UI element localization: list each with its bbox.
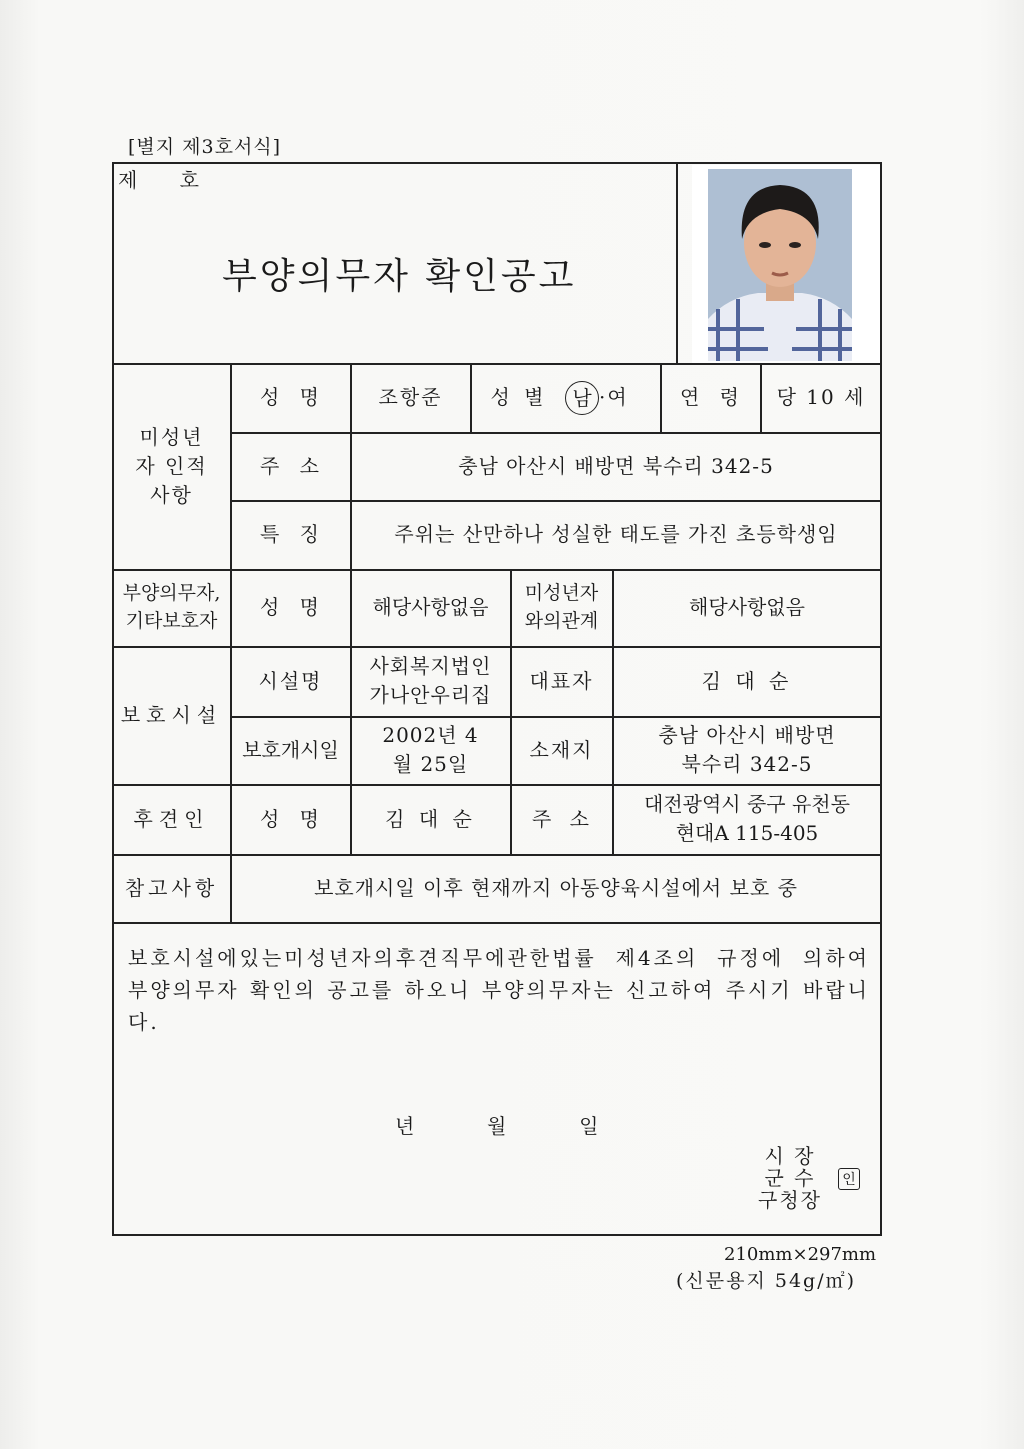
date-line bbox=[395, 1110, 598, 1139]
date-month: 월 bbox=[487, 1114, 507, 1138]
facility-rep-value: 김 대 순 bbox=[701, 668, 793, 693]
child-portrait-image bbox=[708, 169, 852, 361]
guardian-section-label: 부양의무자, 기타보호자 bbox=[122, 581, 221, 632]
photo-divider bbox=[676, 163, 678, 363]
child-photo bbox=[708, 169, 852, 361]
custodian-name-value: 김 대 순 bbox=[385, 806, 476, 831]
photo-frame bbox=[692, 165, 880, 365]
signer-county: 군 수 bbox=[764, 1166, 816, 1190]
facility-name-label: 시설명 bbox=[258, 668, 323, 693]
page-title: 부양의무자 확인공고 bbox=[222, 256, 577, 297]
custodian-address-value: 대전광역시 중구 유천동 현대A 115-405 bbox=[644, 792, 850, 845]
minor-address-label: 주 소 bbox=[260, 453, 321, 478]
document-number-label: 제 호 bbox=[118, 168, 199, 192]
minor-sex-value bbox=[565, 363, 660, 432]
minor-name-label: 성 명 bbox=[260, 385, 321, 409]
minor-age-label: 연 령 bbox=[680, 385, 741, 409]
custodian-name-label: 성 명 bbox=[260, 806, 321, 831]
signer-block bbox=[758, 1145, 822, 1211]
custodian-section-label: 후견인 bbox=[133, 806, 210, 831]
minor-age-value: 당 10 세 bbox=[776, 385, 866, 409]
custodian-address-label: 주 소 bbox=[532, 806, 591, 831]
sex-male-circled: 남 bbox=[565, 381, 599, 415]
guardian-relation-value: 해당사항없음 bbox=[689, 595, 805, 619]
minor-address-value: 충남 아산시 배방면 북수리 342-5 bbox=[458, 453, 774, 478]
paper-size: 210mm×297mm bbox=[724, 1244, 877, 1265]
facility-start-value: 2002년 4월 25일 bbox=[382, 723, 479, 776]
row-line bbox=[113, 922, 881, 924]
minor-sex-label: 성 별 bbox=[490, 385, 546, 409]
facility-location-value: 충남 아산시 배방면 북수리 342-5 bbox=[658, 723, 836, 776]
date-day: 일 bbox=[579, 1114, 599, 1138]
remarks-label: 참고사항 bbox=[124, 875, 219, 900]
paper-stock: (신문용지 54g/㎡) bbox=[676, 1270, 857, 1292]
sex-female-option: ·여 bbox=[599, 385, 629, 409]
notice-paragraph: 보호시설에있는미성년자의후견직무에관한법률 제4조의 규정에 의하여 부양의무자 확인의 공고를 하오니 부양의무자는 신고하여 주시기 바랍니다. bbox=[128, 946, 870, 1034]
seal-mark: 인 bbox=[838, 1168, 860, 1190]
guardian-relation-label: 미성년자 와의관계 bbox=[524, 581, 599, 632]
signer-district: 구청장 bbox=[758, 1188, 822, 1212]
date-year: 년 bbox=[395, 1114, 415, 1138]
facility-location-label: 소재지 bbox=[529, 737, 594, 762]
facility-section-label: 보호시설 bbox=[120, 702, 223, 727]
minor-name-value: 조항준 bbox=[378, 385, 443, 409]
signer-mayor: 시 장 bbox=[764, 1144, 816, 1168]
facility-start-label: 보호개시일 bbox=[242, 737, 339, 762]
form-number-label: [별지 제3호서식] bbox=[128, 136, 282, 158]
minor-section-label: 미성년자 인적사항 bbox=[135, 424, 208, 507]
minor-trait-label: 특 징 bbox=[260, 522, 321, 546]
facility-rep-label: 대표자 bbox=[529, 668, 594, 693]
facility-name-value: 사회복지법인 가나안우리집 bbox=[369, 654, 492, 707]
guardian-name-value: 해당사항없음 bbox=[372, 595, 489, 619]
guardian-name-label: 성 명 bbox=[260, 595, 321, 619]
minor-trait-value: 주위는 산만하나 성실한 태도를 가진 초등학생임 bbox=[394, 522, 838, 546]
remarks-value: 보호개시일 이후 현재까지 아동양육시설에서 보호 중 bbox=[314, 875, 798, 900]
